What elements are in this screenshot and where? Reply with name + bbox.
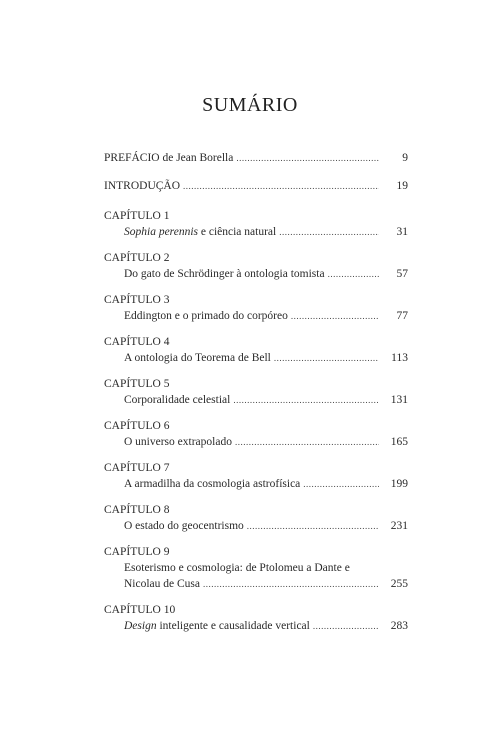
toc-entry-chapter-5	[104, 376, 408, 408]
dot-leader	[328, 266, 379, 282]
chapter-heading: CAPÍTULO 8	[104, 504, 170, 516]
toc-page-number: 231	[390, 520, 408, 532]
toc-page-number: 131	[390, 394, 408, 406]
chapter-heading: CAPÍTULO 9	[104, 546, 170, 558]
toc-page-number: 9	[402, 152, 408, 164]
toc-page-number: 165	[390, 436, 408, 448]
dot-leader	[236, 150, 379, 166]
toc-entry-chapter-4	[104, 334, 408, 366]
toc-entry-chapter-6	[104, 418, 408, 450]
chapter-title: Corporalidade celestial	[124, 394, 231, 406]
chapter-title: O estado do geocentrismo	[124, 520, 244, 532]
dot-leader	[247, 518, 379, 534]
chapter-heading: CAPÍTULO 2	[104, 252, 170, 264]
toc-entry-chapter-10	[104, 602, 408, 634]
chapter-heading: CAPÍTULO 7	[104, 462, 170, 474]
chapter-title-italic: Sophia perennis	[124, 226, 198, 238]
chapter-title: Eddington e o primado do corpóreo	[124, 310, 288, 322]
chapter-title-line-2: Nicolau de Cusa	[124, 578, 201, 590]
chapter-title-rest: inteligente e causalidade vertical	[156, 620, 310, 632]
chapter-heading: CAPÍTULO 3	[104, 294, 170, 306]
dot-leader	[313, 618, 379, 634]
chapter-title-italic: Design	[124, 620, 157, 632]
dot-leader	[203, 576, 379, 592]
toc-page-number: 31	[396, 226, 408, 238]
toc-page-number: 255	[390, 578, 408, 590]
toc-page-number: 57	[396, 268, 408, 280]
toc-page-number: 283	[390, 620, 408, 632]
dot-leader	[303, 476, 379, 492]
table-of-contents	[104, 150, 408, 634]
dot-leader	[235, 434, 379, 450]
dot-leader	[279, 224, 379, 240]
toc-entry-label: INTRODUÇÃO	[104, 180, 181, 192]
toc-page-number: 113	[391, 352, 408, 364]
chapter-heading: CAPÍTULO 6	[104, 420, 170, 432]
toc-entry-label: PREFÁCIO de Jean Borella	[104, 152, 234, 164]
chapter-title: A ontologia do Teorema de Bell	[124, 352, 271, 364]
toc-page-number: 199	[390, 478, 408, 490]
dot-leader	[233, 392, 379, 408]
toc-page-number: 19	[396, 180, 408, 192]
chapter-title	[124, 618, 310, 634]
chapter-title	[124, 224, 276, 240]
chapter-title: A armadilha da cosmologia astrofísica	[124, 478, 301, 490]
chapter-title-line-1: Esoterismo e cosmologia: de Ptolomeu a Dante e	[124, 562, 350, 574]
chapter-heading: CAPÍTULO 5	[104, 378, 170, 390]
toc-entry-chapter-3	[104, 292, 408, 324]
toc-entry-chapter-9	[104, 544, 408, 592]
toc-entry-preface	[104, 150, 408, 166]
chapter-title: Do gato de Schrödinger à ontologia tomista	[124, 268, 325, 280]
toc-entry-chapter-2	[104, 250, 408, 282]
chapter-title-rest: e ciência natural	[198, 226, 277, 238]
toc-page-number: 77	[396, 310, 408, 322]
toc-entry-chapter-7	[104, 460, 408, 492]
chapter-heading: CAPÍTULO 1	[104, 210, 170, 222]
chapter-heading: CAPÍTULO 10	[104, 604, 176, 616]
dot-leader	[183, 178, 379, 194]
chapter-heading: CAPÍTULO 4	[104, 336, 170, 348]
toc-entry-chapter-8	[104, 502, 408, 534]
dot-leader	[291, 308, 379, 324]
page-title: SUMÁRIO	[202, 94, 298, 116]
toc-entry-introduction	[104, 178, 408, 194]
dot-leader	[274, 350, 379, 366]
toc-entry-chapter-1	[104, 208, 408, 240]
chapter-title: O universo extrapolado	[124, 436, 232, 448]
